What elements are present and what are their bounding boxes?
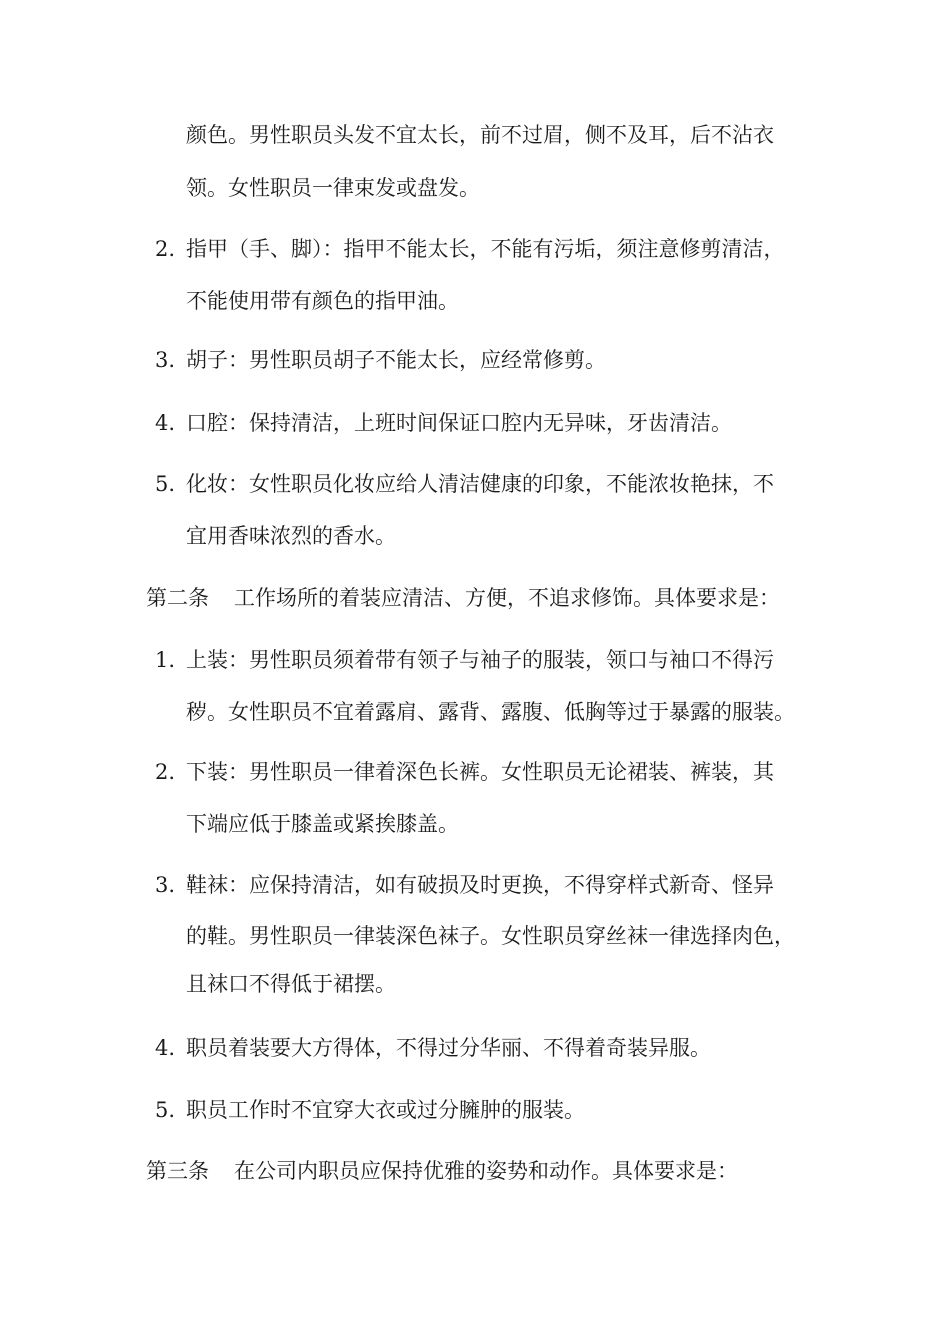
list-item-text: 口腔：保持清洁，上班时间保证口腔内无异味，牙齿清洁。 bbox=[186, 411, 732, 435]
list-item-continuation: 的鞋。男性职员一律装深色袜子。女性职员穿丝袜一律选择肉色， bbox=[186, 924, 795, 948]
article-label: 第三条 bbox=[146, 1159, 209, 1183]
paragraph-line: 颜色。男性职员头发不宜太长，前不过眉，侧不及耳，后不沾衣 bbox=[186, 123, 774, 147]
list-item bbox=[0, 871, 950, 899]
list-item bbox=[0, 409, 950, 437]
list-item-text: 职员着装要大方得体，不得过分华丽、不得着奇装异服。 bbox=[186, 1036, 711, 1060]
list-item bbox=[0, 1096, 950, 1124]
list-number: 2. bbox=[155, 760, 176, 784]
list-item-text: 鞋袜：应保持清洁，如有破损及时更换，不得穿样式新奇、怪异 bbox=[186, 873, 774, 897]
list-item-text: 职员工作时不宜穿大衣或过分臃肿的服装。 bbox=[186, 1098, 585, 1122]
list-item bbox=[0, 346, 950, 374]
list-number: 2. bbox=[155, 237, 176, 261]
article-text: 工作场所的着装应清洁、方便，不追求修饰。具体要求是： bbox=[234, 586, 780, 610]
list-item-continuation: 秽。女性职员不宜着露肩、露背、露腹、低胸等过于暴露的服装。 bbox=[186, 700, 795, 724]
article-text: 在公司内职员应保持优雅的姿势和动作。具体要求是： bbox=[234, 1159, 738, 1183]
list-item-continuation: 不能使用带有颜色的指甲油。 bbox=[186, 289, 459, 313]
list-item bbox=[0, 1034, 950, 1062]
list-item-continuation: 下端应低于膝盖或紧挨膝盖。 bbox=[186, 812, 459, 836]
list-item-text: 指甲（手、脚）：指甲不能太长，不能有污垢，须注意修剪清洁， bbox=[186, 237, 785, 261]
list-item bbox=[0, 470, 950, 498]
article-label: 第二条 bbox=[146, 586, 209, 610]
list-number: 5. bbox=[155, 472, 176, 496]
article-heading bbox=[146, 584, 780, 612]
list-number: 4. bbox=[155, 1036, 176, 1060]
list-item bbox=[0, 235, 950, 263]
list-item-text: 胡子：男性职员胡子不能太长，应经常修剪。 bbox=[186, 348, 606, 372]
paragraph-line: 领。女性职员一律束发或盘发。 bbox=[186, 176, 480, 200]
list-item-text: 上装：男性职员须着带有领子与袖子的服装，领口与袖口不得污 bbox=[186, 648, 774, 672]
list-item bbox=[0, 758, 950, 786]
list-number: 4. bbox=[155, 411, 176, 435]
list-item-continuation: 且袜口不得低于裙摆。 bbox=[186, 972, 396, 996]
list-number: 3. bbox=[155, 348, 176, 372]
list-number: 3. bbox=[155, 873, 176, 897]
list-number: 1. bbox=[155, 648, 176, 672]
list-item-continuation: 宜用香味浓烈的香水。 bbox=[186, 524, 396, 548]
list-item bbox=[0, 646, 950, 674]
list-number: 5. bbox=[155, 1098, 176, 1122]
list-item-text: 下装：男性职员一律着深色长裤。女性职员无论裙装、裤装，其 bbox=[186, 760, 774, 784]
list-item-text: 化妆：女性职员化妆应给人清洁健康的印象，不能浓妆艳抹，不 bbox=[186, 472, 774, 496]
article-heading bbox=[146, 1157, 738, 1185]
